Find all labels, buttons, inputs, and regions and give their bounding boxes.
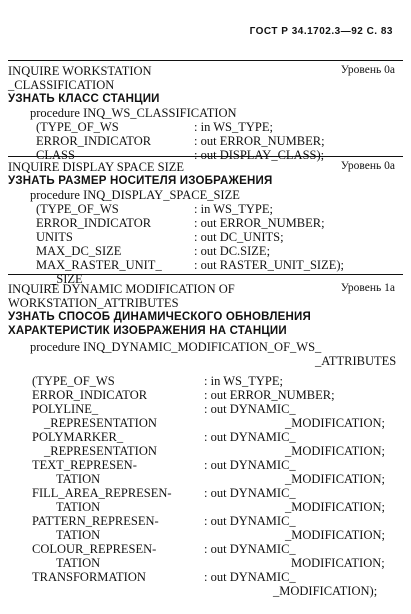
level-label: Уровень 1а	[340, 282, 395, 294]
param-spec: : out ERROR_NUMBER;	[194, 216, 325, 230]
param-name: TATION	[56, 556, 101, 570]
param-spec: : out DC.SIZE;	[194, 244, 271, 258]
param-spec-continuation: MODIFICATION;	[291, 556, 385, 570]
param-name: (TYPE_OF_WS	[32, 374, 115, 388]
param-name: (TYPE_OF_WS	[36, 202, 119, 216]
param-spec: : out DYNAMIC_	[204, 570, 296, 584]
param-spec-continuation: _MODIFICATION;	[285, 528, 385, 542]
section-title-line: _CLASSIFICATION	[8, 78, 115, 92]
param-name: _REPRESENTATION	[44, 416, 157, 430]
param-spec-continuation: _MODIFICATION;	[285, 416, 385, 430]
procedure-signature-continuation: _ATTRIBUTES	[315, 354, 397, 368]
section-title-line: INQUIRE DYNAMIC MODIFICATION OF	[8, 282, 235, 296]
param-name: (TYPE_OF_WS	[36, 120, 119, 134]
russian-title: УЗНАТЬ СПОСОБ ДИНАМИЧЕСКОГО ОБНОВЛЕНИЯ	[8, 311, 311, 323]
param-spec: : in WS_TYPE;	[194, 120, 273, 134]
param-name: TEXT_REPRESEN-	[32, 458, 137, 472]
param-spec: : in WS_TYPE;	[194, 202, 273, 216]
param-name: POLYLINE_	[32, 402, 99, 416]
param-name: TATION	[56, 528, 101, 542]
section-divider	[8, 60, 403, 61]
param-spec: : out DYNAMIC_	[204, 514, 296, 528]
section-divider	[8, 156, 403, 157]
param-name: ERROR_INDICATOR	[36, 134, 152, 148]
param-name: COLOUR_REPRESEN-	[32, 542, 157, 556]
param-name: ERROR_INDICATOR	[36, 216, 152, 230]
procedure-signature: procedure INQ_DISPLAY_SPACE_SIZE	[30, 188, 240, 202]
section-title-line: INQUIRE WORKSTATION	[8, 64, 152, 78]
param-spec: : out DISPLAY_CLASS);	[194, 148, 325, 162]
param-name: MAX_DC_SIZE	[36, 244, 122, 258]
param-name: FILL_AREA_REPRESEN-	[32, 486, 172, 500]
section-divider	[8, 274, 403, 275]
param-name: TATION	[56, 472, 101, 486]
param-spec: : out ERROR_NUMBER;	[194, 134, 325, 148]
param-name: UNITS	[36, 230, 73, 244]
param-name: PATTERN_REPRESEN-	[32, 514, 159, 528]
procedure-signature: procedure INQ_DYNAMIC_MODIFICATION_OF_WS_	[30, 340, 322, 354]
level-label: Уровень 0а	[340, 64, 395, 76]
param-spec: : out DYNAMIC_	[204, 486, 296, 500]
param-spec-continuation: _MODIFICATION);	[273, 584, 378, 598]
page-header: ГОСТ Р 34.1702.3—92 С. 83	[249, 26, 393, 37]
section-title-line: INQUIRE DISPLAY SPACE SIZE	[8, 160, 185, 174]
russian-title: УЗНАТЬ РАЗМЕР НОСИТЕЛЯ ИЗОБРАЖЕНИЯ	[8, 175, 273, 187]
param-name: ERROR_INDICATOR	[32, 388, 148, 402]
param-spec: : out RASTER_UNIT_SIZE);	[194, 258, 344, 272]
param-name: MAX_RASTER_UNIT_	[36, 258, 162, 272]
russian-title: УЗНАТЬ КЛАСС СТАНЦИИ	[8, 93, 160, 105]
param-spec-continuation: _MODIFICATION;	[285, 444, 385, 458]
param-name: CLASS	[36, 148, 75, 162]
param-name: TRANSFORMATION	[32, 570, 146, 584]
section-title-line: WORKSTATION_ATTRIBUTES	[8, 296, 179, 310]
param-spec: : out DYNAMIC_	[204, 430, 296, 444]
param-spec: : out DYNAMIC_	[204, 542, 296, 556]
param-name: _REPRESENTATION	[44, 444, 157, 458]
param-spec: : out DYNAMIC_	[204, 402, 296, 416]
param-spec: : in WS_TYPE;	[204, 374, 283, 388]
russian-title: ХАРАКТЕРИСТИК ИЗОБРАЖЕНИЯ НА СТАНЦИИ	[8, 325, 287, 337]
level-label: Уровень 0а	[340, 160, 395, 172]
param-spec: : out DC_UNITS;	[194, 230, 284, 244]
param-spec-continuation: _MODIFICATION;	[285, 500, 385, 514]
param-spec-continuation: _MODIFICATION;	[285, 472, 385, 486]
procedure-signature: procedure INQ_WS_CLASSIFICATION	[30, 106, 237, 120]
param-name-continuation: _SIZE	[50, 272, 83, 286]
param-spec: : out ERROR_NUMBER;	[204, 388, 335, 402]
param-name: TATION	[56, 500, 101, 514]
param-name: POLYMARKER_	[32, 430, 124, 444]
param-spec: : out DYNAMIC_	[204, 458, 296, 472]
